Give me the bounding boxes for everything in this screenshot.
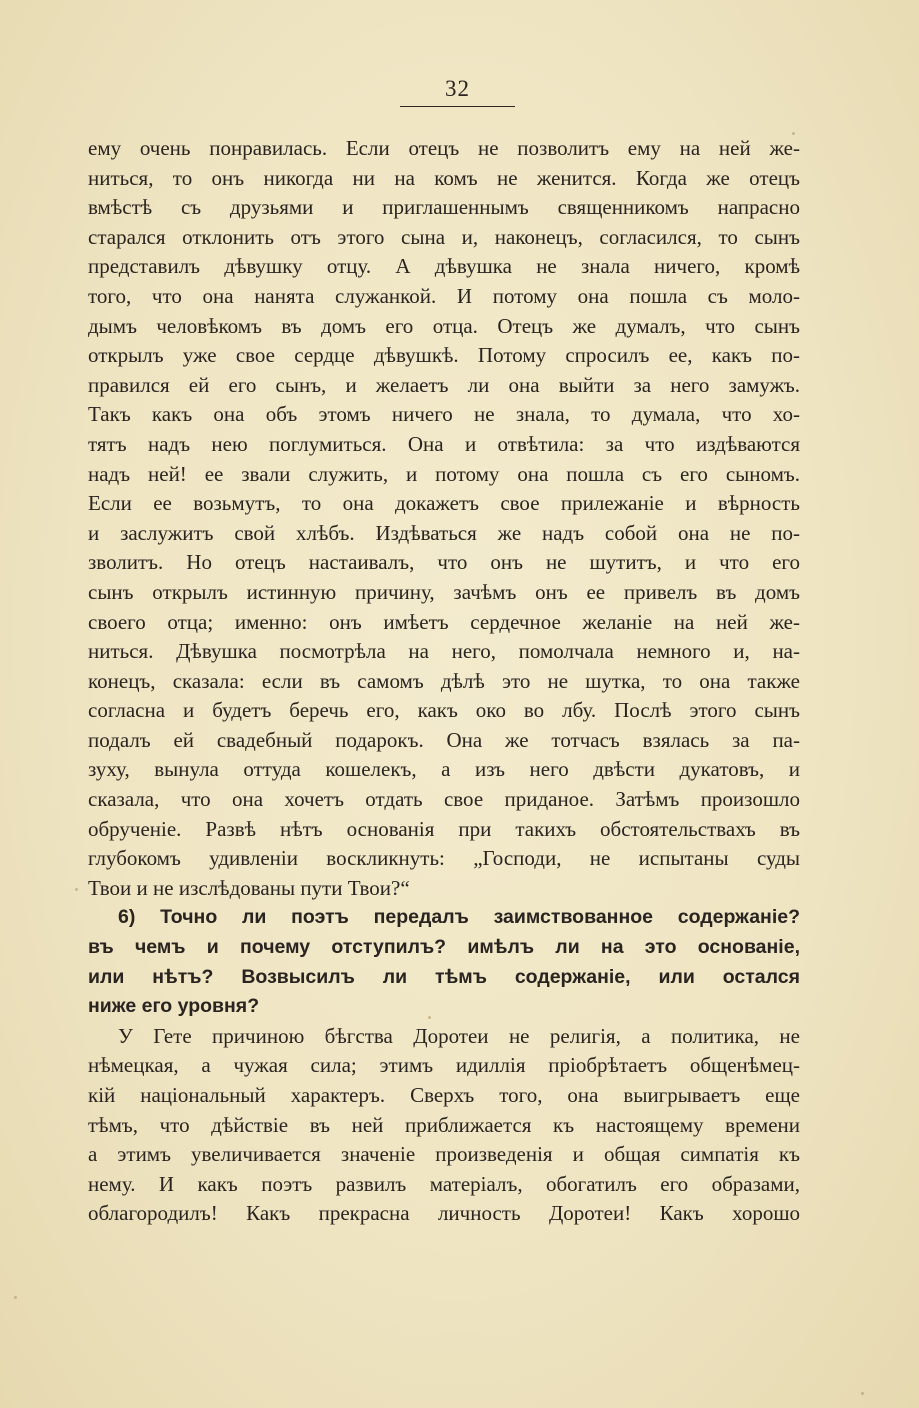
page-text — [88, 134, 800, 1229]
text-line: Такъ какъ она объ этомъ ничего не знала, то думала, что хо- — [88, 402, 800, 427]
answer-line: облагородилъ! Какъ прекрасна личность Доротеи! Какъ хорошо — [88, 1201, 800, 1226]
answer-line: У Гете причиною бѣгства Доротеи не религія, а политика, не — [118, 1023, 800, 1048]
question-line: въ чемъ и почему отступилъ? имѣлъ ли на это основаніе, — [88, 936, 800, 959]
text-line: Если ее возьмутъ, то она докажетъ свое прилежаніе и вѣрность — [88, 491, 800, 516]
text-line: сынъ открылъ истинную причину, зачѣмъ онъ ее привелъ въ домъ — [88, 579, 800, 604]
paper-speck — [75, 888, 78, 891]
text-line: того, что она нанята служанкой. И потому она пошла съ моло- — [88, 283, 800, 308]
text-line: правился ей его сынъ, и желаетъ ли она выйти за него замужъ. — [88, 372, 800, 397]
question-line: 6) Точно ли поэтъ передалъ заимствованное содержаніе? — [118, 906, 800, 929]
text-line: своего отца; именно: онъ имѣетъ сердечное желаніе на ней же- — [88, 609, 800, 634]
paper-speck — [14, 1296, 17, 1299]
text-line: дымъ человѣкомъ въ домъ его отца. Отецъ же думалъ, что сынъ — [88, 313, 800, 338]
text-line: конецъ, сказала: если въ самомъ дѣлѣ это не шутка, то она также — [88, 668, 800, 693]
answer-line: кій національный характеръ. Сверхъ того, она выигрываетъ еще — [88, 1083, 800, 1107]
text-line: зволитъ. Но отецъ настаивалъ, что онъ не шутитъ, и что его — [88, 550, 800, 575]
text-line: сказала, что она хочетъ отдать свое приданое. Затѣмъ произошло — [88, 787, 800, 812]
text-line: ниться. Дѣвушка посмотрѣла на него, помолчала немного и, на- — [88, 639, 800, 664]
question-line: ниже его уровня? — [88, 995, 260, 1018]
answer-line: нему. И какъ поэтъ развилъ матеріалъ, обогатилъ его образами, — [88, 1171, 800, 1196]
text-line: глубокомъ удивленіи воскликнуть: „Господи, не испытаны суды — [88, 846, 800, 871]
answer-line: а этимъ увеличивается значеніе произведенія и общая симпатія къ — [88, 1142, 800, 1167]
question-line: или нѣтъ? Возвысилъ ли тѣмъ содержаніе, или остался — [88, 965, 800, 988]
text-line: согласна и будетъ беречь его, какъ око во лбу. Послѣ этого сынъ — [88, 698, 800, 723]
paper-speck — [428, 1016, 431, 1019]
answer-line: тѣмъ, что дѣйствіе въ ней приближается къ настоящему времени — [88, 1112, 800, 1137]
paper-speck — [792, 132, 795, 135]
text-line: ему очень понравилась. Если отецъ не позволитъ ему на ней же- — [88, 136, 800, 160]
text-line: вмѣстѣ съ друзьями и приглашеннымъ священникомъ напрасно — [88, 195, 800, 220]
page-number: 32 — [445, 76, 470, 101]
text-line: Твои и не изслѣдованы пути Твои?“ — [88, 875, 410, 900]
page-number-rule — [400, 106, 515, 107]
text-line: тятъ надъ нею поглумиться. Она и отвѣтила: за что издѣваются — [88, 431, 800, 456]
paper-speck — [861, 1392, 864, 1395]
text-line: и заслужитъ свой хлѣбъ. Издѣваться же надъ собой она не по- — [88, 520, 800, 545]
text-line: старался отклонить отъ этого сына и, наконецъ, согласился, то сынъ — [88, 224, 800, 249]
text-line: представилъ дѣвушку отцу. А дѣвушка не знала ничего, кромѣ — [88, 254, 800, 279]
text-line: надъ ней! ее звали служить, и потому она пошла съ его сыномъ. — [88, 461, 800, 486]
text-line: подалъ ей свадебный подарокъ. Она же тотчасъ взялась за па- — [88, 727, 800, 752]
text-line: обрученіе. Развѣ нѣтъ основанія при такихъ обстоятельствахъ въ — [88, 816, 800, 841]
answer-line: нѣмецкая, а чужая сила; этимъ идиллія пріобрѣтаетъ общенѣмец- — [88, 1053, 800, 1078]
text-line: зуху, вынула оттуда кошелекъ, а изъ него двѣсти дукатовъ, и — [88, 757, 800, 782]
text-line: открылъ уже свое сердце дѣвушкѣ. Потому спросилъ ее, какъ по- — [88, 343, 800, 368]
text-line: ниться, то онъ никогда ни на комъ не женится. Когда же отецъ — [88, 165, 800, 190]
